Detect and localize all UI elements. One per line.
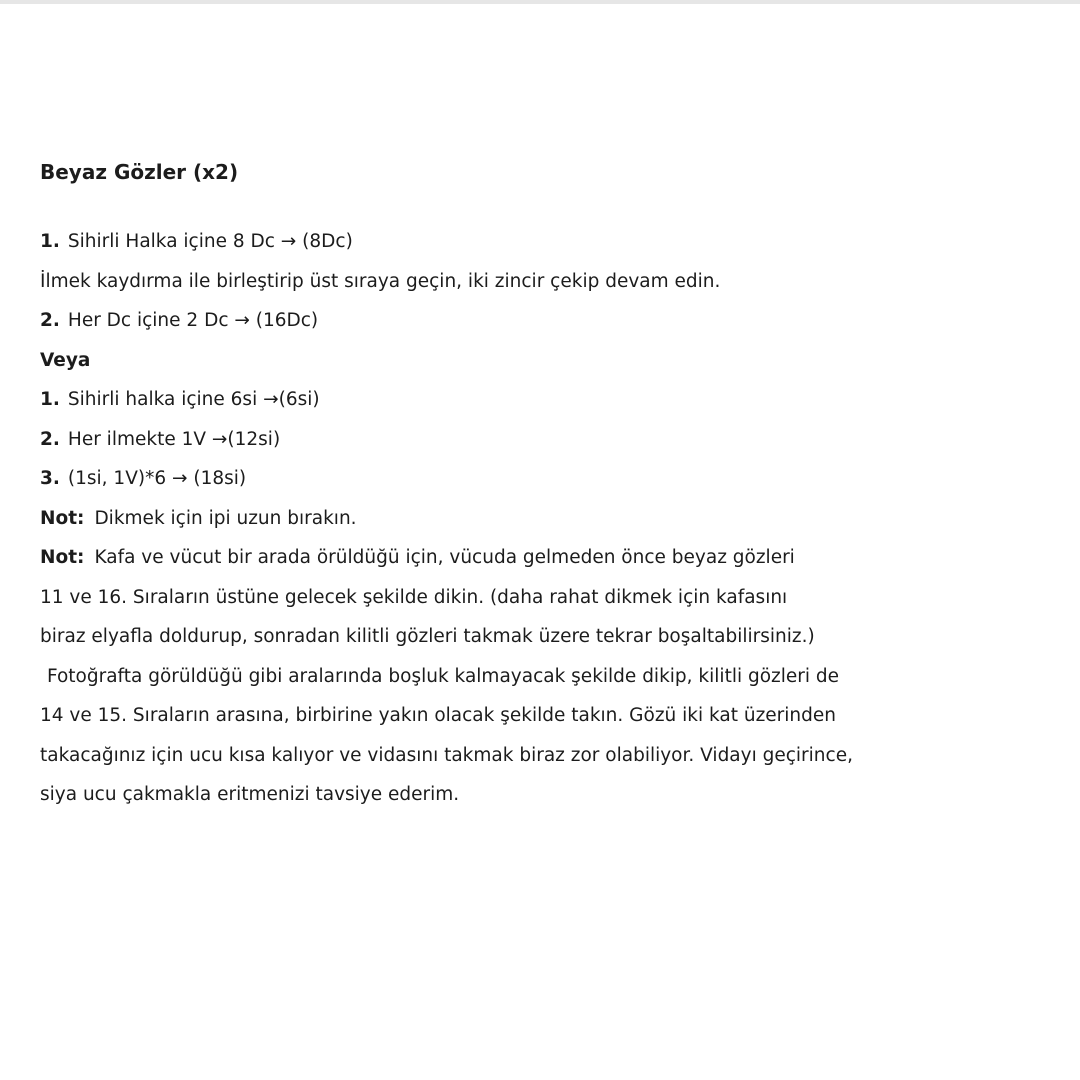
step-number: 3. — [40, 468, 60, 489]
line-text: biraz elyafla doldurup, sonradan kilitli gözleri takmak üzere tekrar boşaltabilirsiniz.) — [40, 626, 815, 647]
line-text: 14 ve 15. Sıraların arasına, birbirine yakın olacak şekilde takın. Gözü iki kat üzerinden — [40, 705, 837, 726]
step-text: Her ilmekte 1V →(12si) — [67, 428, 281, 450]
step-text: Her Dc içine 2 Dc → (16Dc) — [67, 310, 319, 331]
pattern-text-line — [40, 578, 1060, 618]
note-text: Dikmek için ipi uzun bırakın. — [94, 507, 357, 529]
line-text: takacağınız için ucu kısa kalıyor ve vidasını takmak biraz zor olabiliyor. Vidayı geçirince, — [40, 744, 853, 766]
step-number: 2. — [40, 310, 60, 331]
pattern-step — [40, 459, 1060, 499]
alternative-heading-line — [40, 341, 1060, 381]
line-text: İlmek kaydırma ile birleştirip üst sıraya geçin, iki zincir çekip devam edin. — [40, 270, 721, 292]
step-text: Sihirli halka içine 6si →(6si) — [67, 389, 320, 410]
note-line — [40, 499, 1060, 539]
note-line — [40, 538, 1060, 578]
step-text: Sihirli Halka içine 8 Dc → (8Dc) — [67, 231, 353, 252]
step-number: 2. — [40, 428, 60, 450]
note-label: Not: — [40, 547, 85, 568]
pattern-document — [40, 152, 1060, 815]
top-divider — [0, 0, 1080, 4]
line-text: Fotoğrafta görüldüğü gibi aralarında boşluk kalmayacak şekilde dikip, kilitli gözleri de — [47, 665, 840, 687]
pattern-text-line — [40, 262, 1060, 302]
step-number: 1. — [40, 231, 60, 252]
pattern-text-line — [40, 696, 1060, 736]
pattern-step — [40, 301, 1060, 341]
pattern-text-line — [40, 657, 1060, 697]
line-text: siya ucu çakmakla eritmenizi tavsiye ederim. — [40, 784, 460, 805]
line-text: 11 ve 16. Sıraların üstüne gelecek şekilde dikin. (daha rahat dikmek için kafasını — [40, 586, 788, 608]
pattern-text-line — [40, 775, 1060, 815]
pattern-step — [40, 380, 1060, 420]
step-text: (1si, 1V)*6 → (18si) — [67, 468, 247, 489]
pattern-text-line — [40, 736, 1060, 776]
alternative-heading: Veya — [40, 349, 91, 371]
pattern-step — [40, 420, 1060, 460]
note-label: Not: — [40, 507, 85, 529]
pattern-text-line — [40, 617, 1060, 657]
pattern-step — [40, 222, 1060, 262]
document-title: Beyaz Gözler (x2) — [40, 160, 239, 184]
step-number: 1. — [40, 389, 60, 410]
note-text: Kafa ve vücut bir arada örüldüğü için, vücuda gelmeden önce beyaz gözleri — [94, 547, 795, 568]
